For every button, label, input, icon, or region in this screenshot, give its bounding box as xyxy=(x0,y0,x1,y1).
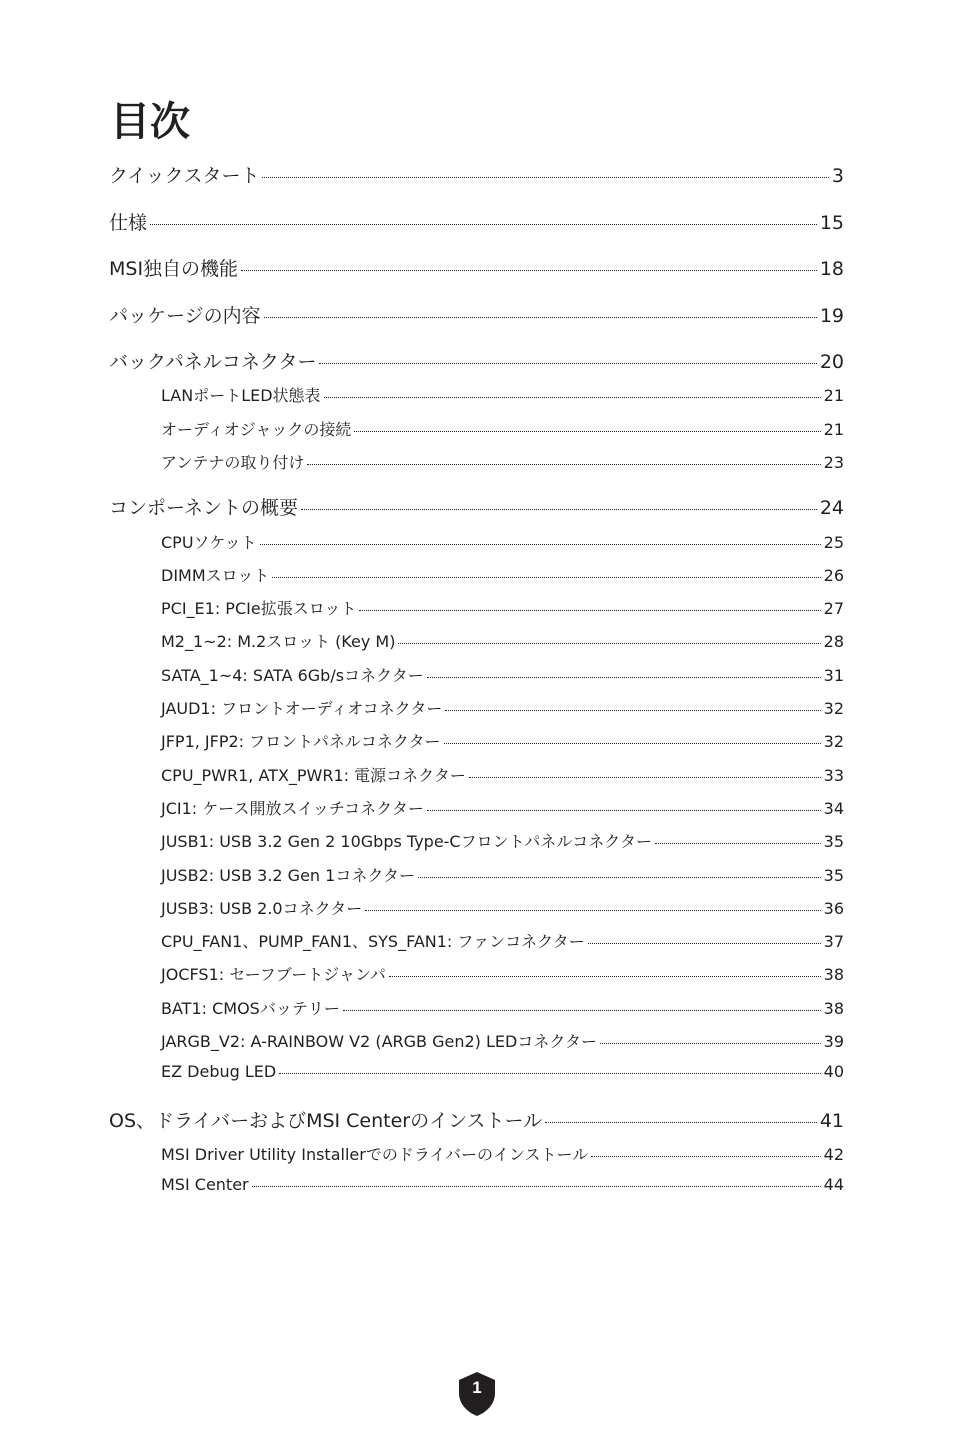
toc-label: BAT1: CMOSバッテリー xyxy=(161,999,340,1018)
dot-leader xyxy=(418,877,821,878)
toc-entry-jfp[interactable] xyxy=(161,729,844,752)
toc-label: DIMMスロット xyxy=(161,566,270,585)
toc-entry-ez-debug-led[interactable] xyxy=(161,1062,844,1081)
toc-page: 3 xyxy=(831,165,844,187)
toc-page: 42 xyxy=(823,1145,844,1164)
toc-entry-fan-connectors[interactable] xyxy=(161,929,844,952)
toc-page: 32 xyxy=(823,699,844,718)
toc-page: 34 xyxy=(823,799,844,818)
toc-label: JARGB_V2: A-RAINBOW V2 (ARGB Gen2) LEDコネクター xyxy=(161,1032,598,1051)
toc-entry-jargb-v2[interactable] xyxy=(161,1029,844,1052)
toc-label: MSI Center xyxy=(161,1175,249,1194)
toc-entry-lan-led[interactable] xyxy=(161,383,844,406)
toc-page: 35 xyxy=(823,832,844,851)
toc-entry-m2-slots[interactable] xyxy=(161,629,844,652)
toc-label: パッケージの内容 xyxy=(109,305,261,327)
toc-page: 32 xyxy=(823,732,844,751)
toc-page: 23 xyxy=(823,453,844,472)
toc-page: 38 xyxy=(823,965,844,984)
toc-page: 37 xyxy=(823,932,844,951)
dot-leader xyxy=(445,710,820,711)
dot-leader xyxy=(324,397,821,398)
toc-entry-jci1[interactable] xyxy=(161,796,844,819)
toc-entry-jaud1[interactable] xyxy=(161,696,844,719)
toc-entry-specifications[interactable] xyxy=(109,208,844,235)
page-number-badge xyxy=(457,1371,497,1417)
dot-leader xyxy=(427,810,821,811)
toc-page: 26 xyxy=(823,566,844,585)
toc-page: 15 xyxy=(819,212,844,234)
toc-entry-cpu-socket[interactable] xyxy=(161,530,844,553)
toc-entry-driver-utility[interactable] xyxy=(161,1142,844,1165)
dot-leader xyxy=(264,317,817,318)
toc-entry-jusb2[interactable] xyxy=(161,863,844,886)
toc-label: オーディオジャックの接続 xyxy=(161,420,352,439)
toc-page: 35 xyxy=(823,866,844,885)
toc-entry-pcie-slot[interactable] xyxy=(161,596,844,619)
toc-entry-bat1[interactable] xyxy=(161,996,844,1019)
toc-entry-audio-jacks[interactable] xyxy=(161,417,844,440)
toc-label: LANポートLED状態表 xyxy=(161,386,321,405)
dot-leader xyxy=(591,1156,820,1157)
toc-label: JUSB3: USB 2.0コネクター xyxy=(161,899,363,918)
dot-leader xyxy=(150,224,817,225)
toc-entry-jusb3[interactable] xyxy=(161,896,844,919)
toc-page: 41 xyxy=(819,1110,844,1132)
toc-label: PCI_E1: PCIe拡張スロット xyxy=(161,599,357,618)
dot-leader xyxy=(469,777,821,778)
dot-leader xyxy=(241,270,817,271)
toc-label: JAUD1: フロントオーディオコネクター xyxy=(161,699,443,718)
toc-label: MSI Driver Utility Installerでのドライバーのインストール xyxy=(161,1145,589,1164)
dot-leader xyxy=(365,910,820,911)
toc-label: JUSB1: USB 3.2 Gen 2 10Gbps Type-Cフロントパネルコネクター xyxy=(161,832,652,851)
toc-label: CPU_FAN1、PUMP_FAN1、SYS_FAN1: ファンコネクター xyxy=(161,932,585,951)
toc-label: アンテナの取り付け xyxy=(161,453,305,472)
toc-label: CPU_PWR1, ATX_PWR1: 電源コネクター xyxy=(161,766,466,785)
toc-entry-back-panel[interactable] xyxy=(109,347,844,374)
toc-label: CPUソケット xyxy=(161,533,257,552)
dot-leader xyxy=(279,1073,820,1074)
toc-entry-power-connectors[interactable] xyxy=(161,763,844,786)
toc-page: 19 xyxy=(819,305,844,327)
toc-label: JCI1: ケース開放スイッチコネクター xyxy=(161,799,424,818)
toc-entry-jusb1[interactable] xyxy=(161,829,844,852)
dot-leader xyxy=(444,743,821,744)
toc-page: 18 xyxy=(819,258,844,280)
toc-page: 31 xyxy=(823,666,844,685)
toc-label: JFP1, JFP2: フロントパネルコネクター xyxy=(161,732,441,751)
page-number: 1 xyxy=(472,1378,482,1397)
toc-label: 仕様 xyxy=(109,212,148,234)
toc-entry-os-install[interactable] xyxy=(109,1106,844,1133)
toc-page: 38 xyxy=(823,999,844,1018)
toc-entry-quick-start[interactable] xyxy=(109,161,844,188)
toc-page: 40 xyxy=(823,1062,844,1081)
dot-leader xyxy=(354,431,820,432)
toc-entry-msi-center[interactable] xyxy=(161,1175,844,1194)
toc-label: MSI独自の機能 xyxy=(109,258,239,280)
dot-leader xyxy=(398,643,820,644)
dot-leader xyxy=(655,843,821,844)
toc-page: 24 xyxy=(819,497,844,519)
toc-entry-sata[interactable] xyxy=(161,663,844,686)
page-title: 目次 xyxy=(110,99,190,145)
toc-page: 25 xyxy=(823,533,844,552)
dot-leader xyxy=(600,1043,821,1044)
dot-leader xyxy=(260,544,821,545)
toc-label: クイックスタート xyxy=(109,165,260,187)
toc-page: 44 xyxy=(823,1175,844,1194)
toc-label: コンポーネントの概要 xyxy=(109,497,299,519)
dot-leader xyxy=(307,464,820,465)
dot-leader xyxy=(359,610,820,611)
toc-entry-dimm-slots[interactable] xyxy=(161,563,844,586)
dot-leader xyxy=(545,1122,817,1123)
toc-label: EZ Debug LED xyxy=(161,1062,277,1081)
toc-page: 21 xyxy=(823,420,844,439)
toc-entry-package-contents[interactable] xyxy=(109,301,844,328)
toc-page: 27 xyxy=(823,599,844,618)
dot-leader xyxy=(343,1010,821,1011)
dot-leader xyxy=(262,177,828,178)
dot-leader xyxy=(272,577,820,578)
toc-page: 39 xyxy=(823,1032,844,1051)
toc-label: OS、ドライバーおよびMSI Centerのインストール xyxy=(109,1110,543,1132)
toc-entry-antenna[interactable] xyxy=(161,450,844,473)
dot-leader xyxy=(427,677,821,678)
toc-entry-jocfs1[interactable] xyxy=(161,962,844,985)
toc-label: SATA_1~4: SATA 6Gb/sコネクター xyxy=(161,666,424,685)
toc-entry-msi-features[interactable] xyxy=(109,254,844,281)
dot-leader xyxy=(389,976,821,977)
toc-label: JUSB2: USB 3.2 Gen 1コネクター xyxy=(161,866,416,885)
toc-label: M2_1~2: M.2スロット (Key M) xyxy=(161,632,396,651)
dot-leader xyxy=(588,943,821,944)
toc-page: 28 xyxy=(823,632,844,651)
toc-entry-components-overview[interactable] xyxy=(109,493,844,520)
dot-leader xyxy=(319,363,816,364)
toc-page: 21 xyxy=(823,386,844,405)
toc-page: 36 xyxy=(823,899,844,918)
toc-page: 33 xyxy=(823,766,844,785)
toc-label: JOCFS1: セーフブートジャンパ xyxy=(161,965,386,984)
toc-page: 20 xyxy=(819,351,844,373)
toc-label: バックパネルコネクター xyxy=(109,351,317,373)
dot-leader xyxy=(252,1186,821,1187)
dot-leader xyxy=(301,509,817,510)
